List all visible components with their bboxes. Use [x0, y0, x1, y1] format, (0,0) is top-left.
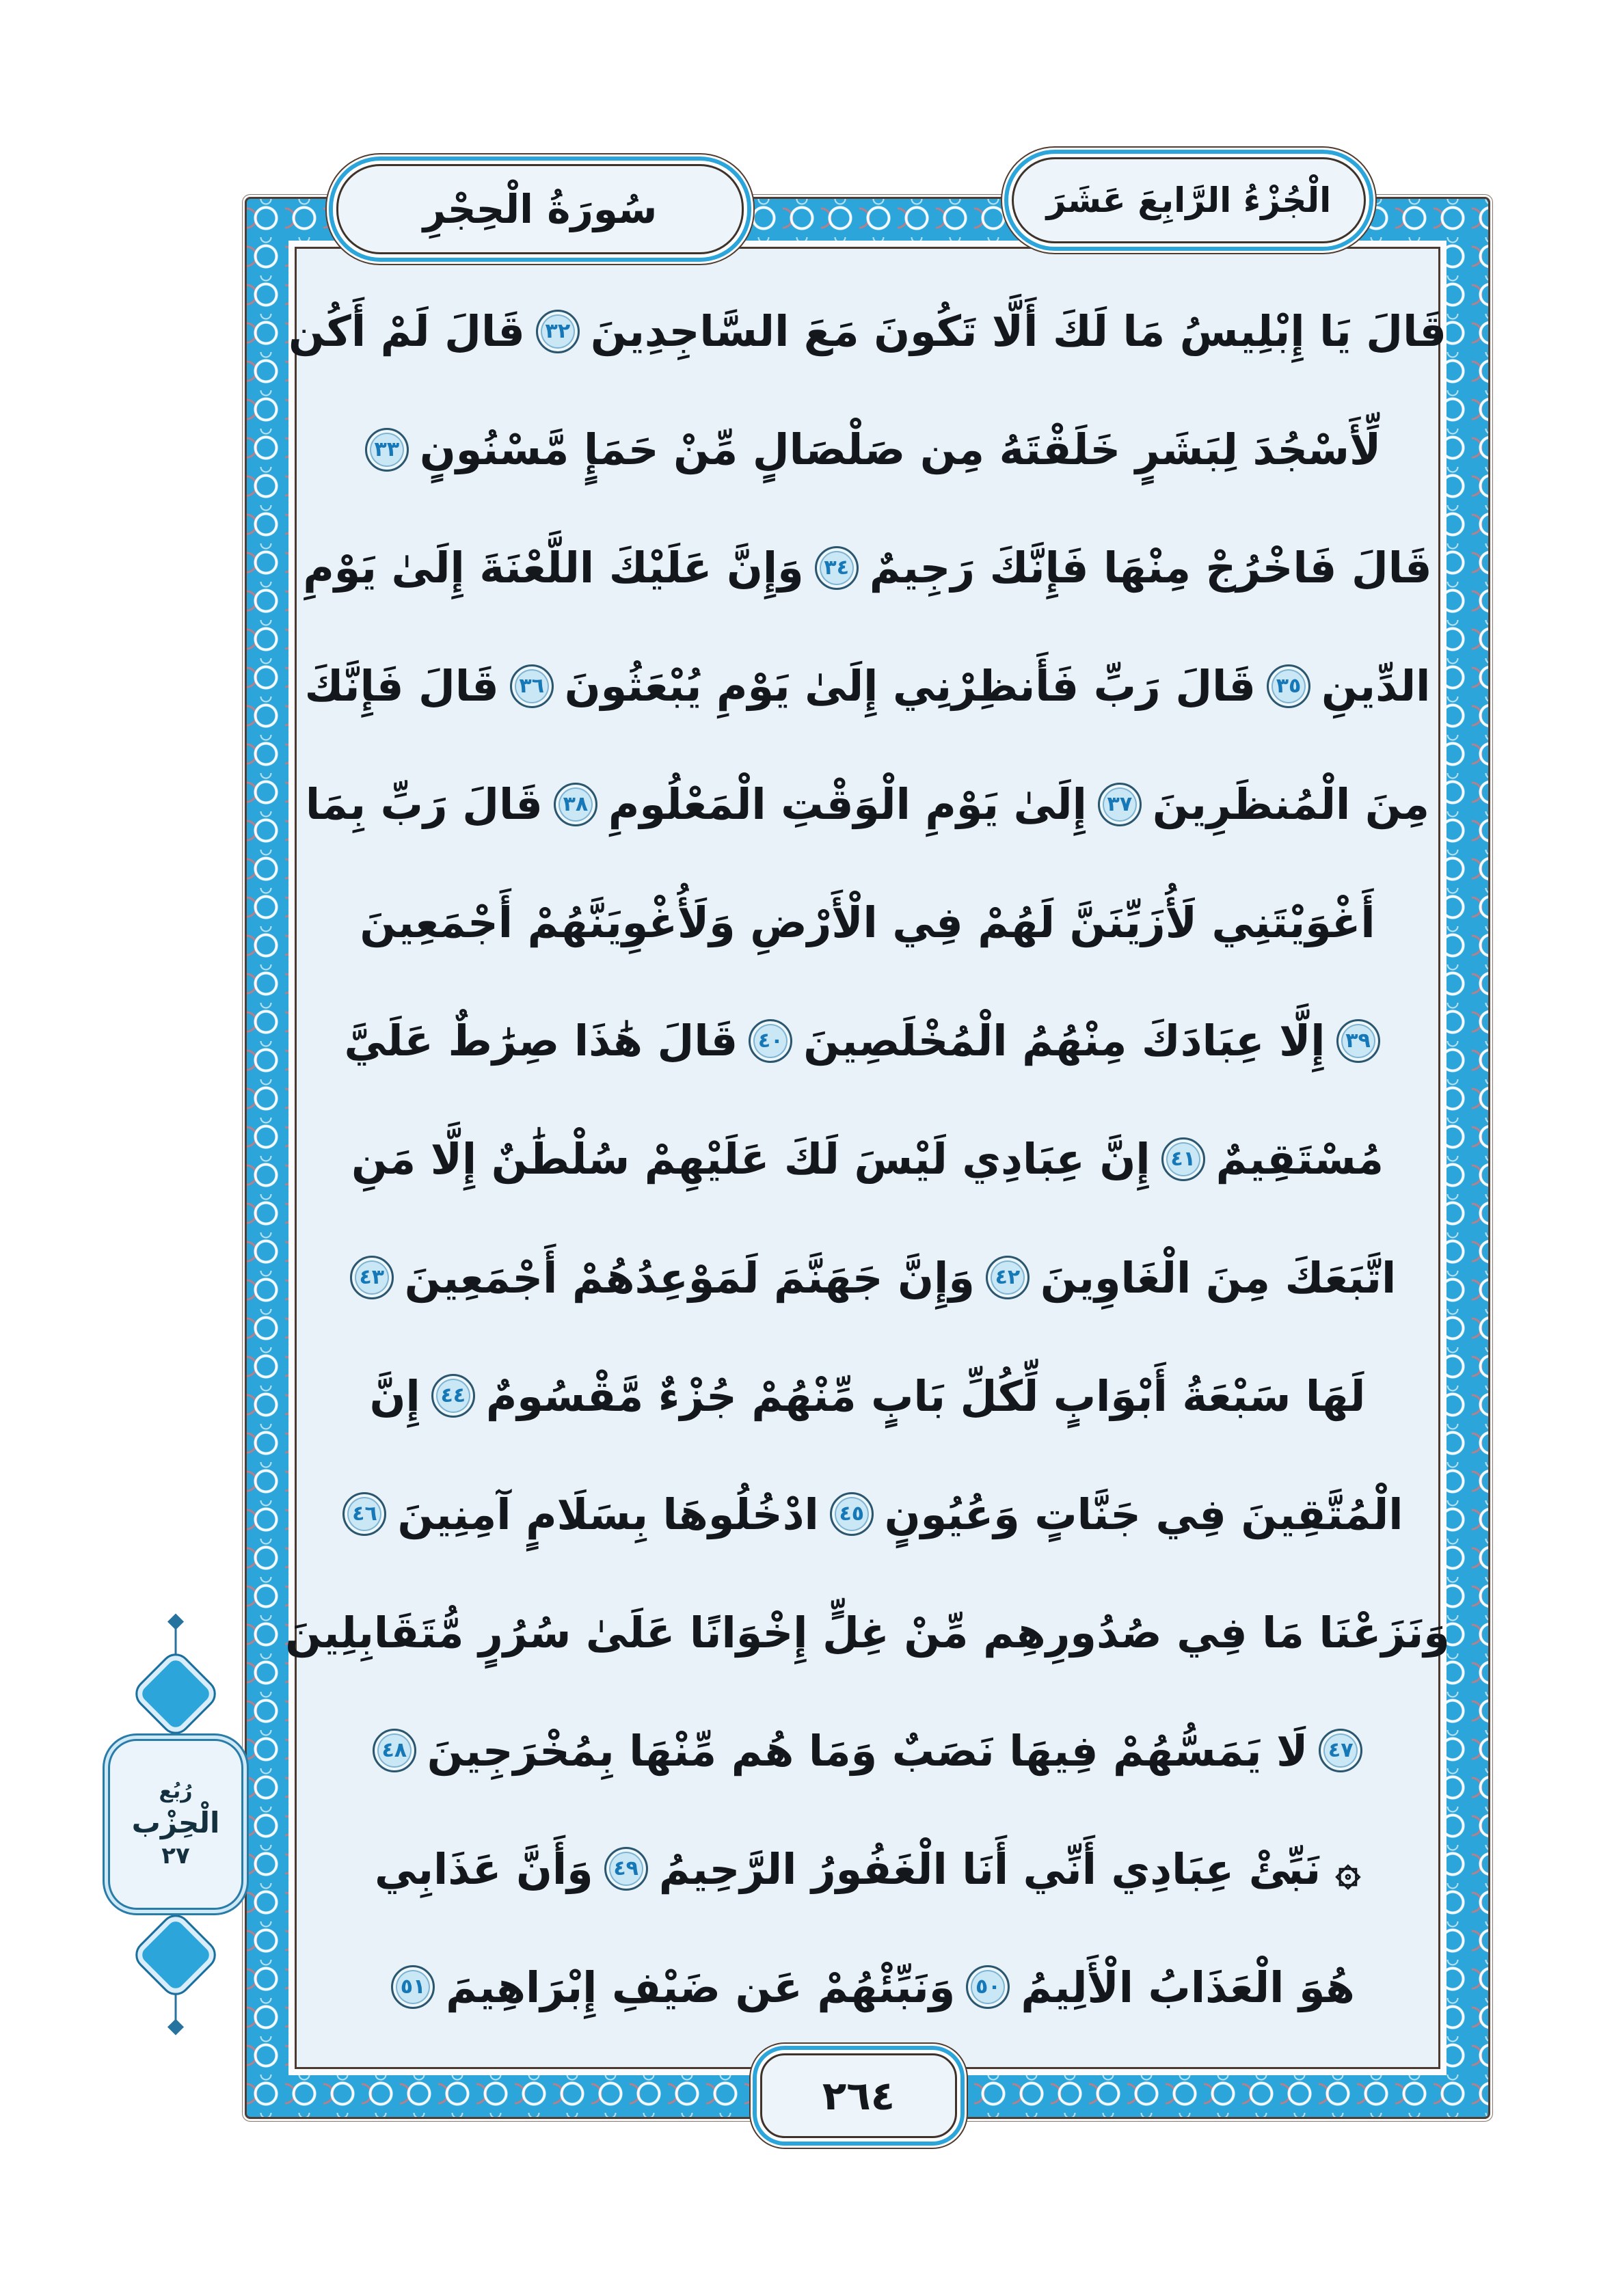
quran-line: [314, 1810, 1421, 1928]
surah-title-cartouche: [336, 164, 744, 254]
verse-number: ٣٢: [545, 319, 571, 343]
ayah-text: الدِّينِ: [1321, 661, 1431, 712]
ayah-text: قَالَ لَمْ أَكُن: [288, 306, 525, 357]
ayah-text: وَأَنَّ عَذَابِي: [374, 1843, 593, 1894]
ayah-text: اتَّبَعَكَ مِنَ الْغَاوِينَ: [1040, 1252, 1397, 1303]
quran-line: [314, 1928, 1421, 2047]
verse-number: ٣٦: [519, 673, 545, 698]
quran-line: [314, 1692, 1421, 1810]
verse-number-badge: [1267, 664, 1310, 708]
verse-number-badge: [510, 664, 554, 708]
ayah-text: لِّأَسْجُدَ لِبَشَرٍ خَلَقْتَهُ مِن صَلْصَالٍ مِّنْ حَمَإٍ مَّسْنُونٍ: [419, 424, 1382, 475]
ayah-text: مُسْتَقِيمٌ: [1215, 1134, 1384, 1185]
quran-line: [314, 1455, 1421, 1574]
verse-number: ٤٤: [440, 1383, 466, 1408]
verse-number-badge: [1336, 1019, 1380, 1063]
quran-line: [305, 745, 1430, 863]
verse-number-badge: [986, 1256, 1030, 1299]
ayah-text: وَنَبِّئْهُمْ عَن ضَيْفِ إِبْرَاهِيمَ: [446, 1962, 956, 2012]
verse-number: ٤٠: [757, 1028, 783, 1053]
verse-number: ٣٩: [1345, 1028, 1371, 1053]
verse-number-badge: [830, 1492, 874, 1536]
verse-number: ٣٥: [1276, 673, 1302, 698]
verse-number-badge: [554, 783, 597, 826]
verse-number-badge: [350, 1256, 394, 1299]
verse-number: ٤٥: [839, 1502, 865, 1526]
verse-number: ٤٧: [1328, 1738, 1354, 1763]
hizb-quarter-medallion: [100, 1660, 252, 1989]
juz-title-cartouche: [1012, 157, 1366, 243]
ayah-text: مِنَ الْمُنظَرِينَ: [1152, 779, 1430, 830]
ayah-text: إِلَىٰ يَوْمِ الْوَقْتِ الْمَعْلُومِ: [608, 779, 1087, 830]
verse-number-badge: [391, 1965, 435, 2009]
ayah-text: وَنَزَعْنَا مَا فِي صُدُورِهِم مِّنْ غِلٍّ إِخْوَانًا عَلَىٰ سُرُرٍ مُّتَقَابِلِينَ: [285, 1607, 1450, 1658]
verse-number-badge: [373, 1729, 416, 1772]
verse-number: ٤١: [1170, 1146, 1196, 1171]
ayah-text: قَالَ فَاخْرُجْ مِنْهَا فَإِنَّكَ رَجِيمٌ: [869, 543, 1432, 593]
ayah-text: قَالَ فَإِنَّكَ: [304, 661, 499, 712]
hizb-word-label: الْحِزْب: [131, 1806, 220, 1839]
ayah-text: قَالَ رَبِّ بِمَا: [305, 779, 543, 830]
verse-number-badge: [1319, 1729, 1362, 1772]
juz-title-text: الْجُزْءُ الرَّابِعَ عَشَرَ: [1046, 180, 1332, 220]
verse-number: ٣٤: [824, 555, 850, 580]
ayah-text: ۞ نَبِّئْ عِبَادِي أَنِّي أَنَا الْغَفُورُ الرَّحِيمُ: [658, 1843, 1361, 1894]
medallion-bottom-finial-diamond: [167, 2018, 184, 2035]
ayah-text: وَإِنَّ عَلَيْكَ اللَّعْنَةَ إِلَىٰ يَوْمِ: [303, 543, 804, 593]
quran-line: [314, 863, 1421, 982]
hizb-number: ٢٧: [161, 1842, 190, 1869]
medallion-top-ornament: [129, 1647, 222, 1740]
verse-number-badge: [365, 428, 409, 472]
quran-line: [314, 390, 1421, 509]
medallion-label-box: [108, 1739, 243, 1910]
ayah-text: قَالَ رَبِّ فَأَنظِرْنِي إِلَىٰ يَوْمِ يُبْعَثُونَ: [564, 661, 1256, 712]
verse-number: ٤٣: [359, 1265, 385, 1290]
verse-number-badge: [966, 1965, 1010, 2009]
ayah-text: وَإِنَّ جَهَنَّمَ لَمَوْعِدُهُمْ أَجْمَعِينَ: [404, 1252, 975, 1303]
verse-number: ٣٨: [563, 792, 589, 816]
text-panel: [285, 247, 1450, 2069]
verse-number: ٣٧: [1107, 792, 1133, 816]
ayah-text: قَالَ يَا إِبْلِيسُ مَا لَكَ أَلَّا تَكُونَ مَعَ السَّاجِدِينَ: [590, 306, 1447, 357]
quran-line: [288, 272, 1447, 390]
verse-number: ٥٠: [976, 1975, 1001, 1999]
surah-title-text: سُورَةُ الْحِجْرِ: [422, 186, 658, 232]
verse-number-badge: [342, 1492, 386, 1536]
quran-line: [303, 509, 1432, 627]
verse-number: ٤٦: [352, 1502, 377, 1526]
ayah-text: لَهَا سَبْعَةُ أَبْوَابٍ لِّكُلِّ بَابٍ مِّنْهُمْ جُزْءٌ مَّقْسُومٌ: [485, 1370, 1366, 1421]
quran-line: [314, 982, 1421, 1100]
verse-number-badge: [536, 310, 580, 353]
ornamental-border-frame: [245, 197, 1490, 2119]
verse-number: ٤٩: [613, 1856, 638, 1881]
verse-number: ٥١: [400, 1975, 426, 1999]
ayah-text: ادْخُلُوهَا بِسَلَامٍ آمِنِينَ: [397, 1489, 819, 1539]
medallion-bottom-ornament: [129, 1908, 222, 2001]
quran-lines-container: [285, 272, 1450, 2047]
ayah-text: لَا يَمَسُّهُمْ فِيهَا نَصَبٌ وَمَا هُم مِّنْهَا بِمُخْرَجِينَ: [427, 1725, 1308, 1776]
ayah-text: قَالَ هَٰذَا صِرَٰطٌ عَلَيَّ: [344, 1016, 738, 1066]
page-number-text: ٢٦٤: [822, 2072, 896, 2119]
verse-number-badge: [1161, 1137, 1205, 1181]
ayah-text: إِنَّ: [369, 1370, 420, 1421]
ayah-text: إِنَّ عِبَادِي لَيْسَ لَكَ عَلَيْهِمْ سُلْطَٰنٌ إِلَّا مَنِ: [351, 1134, 1151, 1185]
verse-number-badge: [1098, 783, 1142, 826]
verse-number: ٣٣: [374, 437, 400, 461]
quran-line: [304, 627, 1431, 745]
verse-number-badge: [431, 1374, 475, 1418]
quran-line: [314, 1100, 1421, 1218]
ayah-text: الْمُتَّقِينَ فِي جَنَّاتٍ وَعُيُونٍ: [884, 1489, 1403, 1539]
verse-number: ٤٢: [995, 1265, 1021, 1290]
medallion-top-finial-diamond: [167, 1613, 184, 1630]
ayah-text: هُوَ الْعَذَابُ الْأَلِيمُ: [1021, 1962, 1355, 2012]
verse-number-badge: [749, 1019, 792, 1063]
ayah-text: أَغْوَيْتَنِي لَأُزَيِّنَنَّ لَهُمْ فِي الْأَرْضِ وَلَأُغْوِيَنَّهُمْ أَجْمَعِينَ: [360, 897, 1375, 948]
ayah-text: إِلَّا عِبَادَكَ مِنْهُمُ الْمُخْلَصِينَ: [803, 1016, 1326, 1066]
quran-line: [314, 1219, 1421, 1337]
hizb-quarter-label: رُبُع: [159, 1779, 193, 1803]
verse-number-badge: [604, 1847, 648, 1891]
quran-line: [314, 1337, 1421, 1455]
verse-number-badge: [815, 546, 859, 590]
page-number-cartouche: [760, 2053, 957, 2138]
quran-line: [285, 1574, 1450, 1692]
verse-number: ٤٨: [381, 1738, 407, 1763]
